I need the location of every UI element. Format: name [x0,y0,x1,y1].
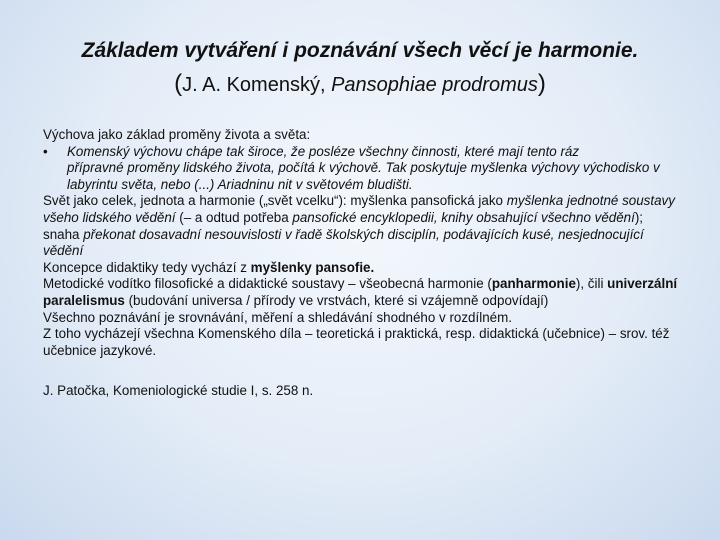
paragraph-works: Z toho vycházejí všechna Komenského díla – teoretická i praktická, resp. didaktická (učebnice) – srov. též učebnice jazykové. [43,326,670,358]
paragraph-world [43,193,683,259]
spacer [43,359,683,383]
p2-c: (– a odtud potřeba [175,209,293,225]
bullet-marker: • [43,143,48,159]
p2-d: pansofické encyklopedii, knihy obsahující všechno vědění [292,209,635,225]
slide-title [40,34,680,102]
p4-e: (budování universa / přírody ve vrstvách, které si vzájemně odpovídají) [124,292,549,308]
p4-b: panharmonie [491,276,576,292]
paragraph-education: Výchova jako základ proměny života a světa: [43,127,311,142]
p4-d: univerzální paralelismus [43,276,678,308]
paragraph-method [43,276,683,309]
p4-a: Metodické vodítko filosofické a didaktické soustavy – všeobecná harmonie ( [43,276,492,292]
p2-a: Svět jako celek, jednota a harmonie („svět vcelku“): myšlenka pansofická jako [43,193,507,209]
title-author: J. A. Komenský, [182,74,332,96]
bullet-text-line1: Komenský výchovu chápe tak široce, že posléze všechny činnosti, které mají tento ráz [67,143,580,159]
p2-f: překonat dosavadní nesouvislosti v řadě školských disciplín, podávajících kusé, nesjednocující vědění [43,226,644,259]
title-quote: Základem vytváření i poznávání všech věcí je harmonie. [81,39,639,62]
p2-e: ); snaha [43,209,644,242]
p3-a: Koncepce didaktiky tedy vychází z [43,259,251,275]
bullet-text-rest: přípravné proměny lidského života, počítá k výchově. Tak poskytuje myšlenka výchovy východisko v labyrintu světa, nebo (...) Ariadninu nit v světovém bludišti. [67,160,660,192]
p2-b: myšlenka jednotné soustavy všeho lidského vědění [43,193,675,225]
p4-c: ), čili [575,276,608,292]
citation: J. Patočka, Komeniologické studie I, s. 258 n. [43,383,314,399]
title-work: Pansophiae prodromus [331,74,538,96]
title-attribution [40,67,680,102]
p3-b: myšlenky pansofie. [250,259,375,275]
paragraph-knowledge: Všechno poznávání je srovnávání, měření a shledávání shodného v rozdílném. [43,309,512,325]
paragraph-didactics [43,260,683,277]
bullet-item [43,144,683,194]
slide-body [43,127,683,400]
close-paren: ) [537,70,546,97]
open-paren: ( [174,70,183,97]
